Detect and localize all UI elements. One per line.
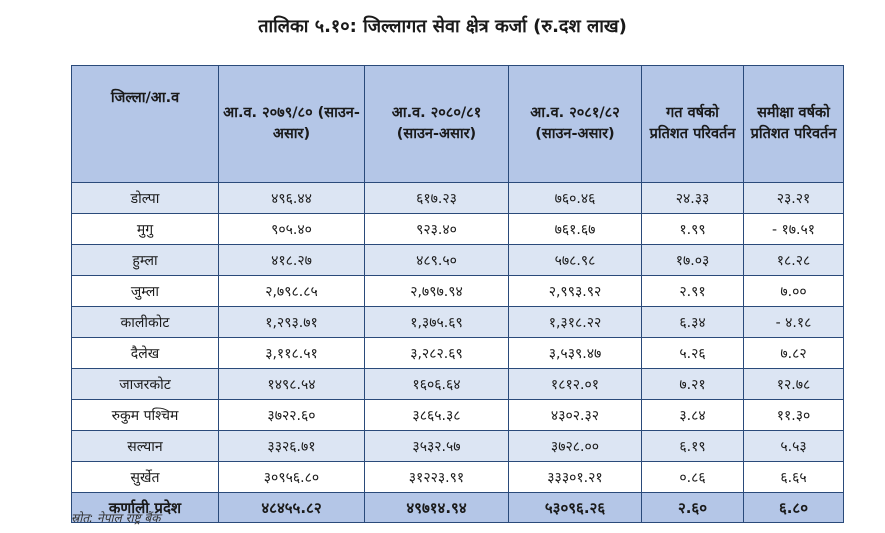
value-fy-2080-81: २,७९७.९४ [365,276,509,307]
prev-year-change: २.९१ [642,276,744,307]
value-fy-2079-80: ४९६.४४ [219,183,365,214]
header-fy-2081-82: आ.व. २०८१/८२ (साउन-असार) [509,66,642,183]
header-fy-2079-80: आ.व. २०७९/८० (साउन-असार) [219,66,365,183]
prev-year-change: १७.०३ [642,245,744,276]
total-fy-2079-80: ४८४५५.८२ [219,493,365,523]
prev-year-change: ७.२१ [642,369,744,400]
review-year-change: २३.२१ [744,183,844,214]
value-fy-2081-82: ३७२८.०० [509,431,642,462]
review-year-change: - १७.५१ [744,214,844,245]
table-row [72,183,844,214]
header-review-year-change: समीक्षा वर्षको प्रतिशत परिवर्तन [744,66,844,183]
source-note: स्रोत: नेपाल राष्ट्र बैंक [71,511,161,525]
value-fy-2080-81: ३५३२.५७ [365,431,509,462]
prev-year-change: ०.८६ [642,462,744,493]
district-name: मुगु [72,214,219,245]
review-year-change: ६.६५ [744,462,844,493]
table-row [72,307,844,338]
review-year-change: ५.५३ [744,431,844,462]
prev-year-change: २४.३३ [642,183,744,214]
value-fy-2080-81: ६१७.२३ [365,183,509,214]
district-name: रुकुम पश्चिम [72,400,219,431]
value-fy-2079-80: ४१८.२७ [219,245,365,276]
value-fy-2080-81: १६०६.६४ [365,369,509,400]
table-row [72,338,844,369]
district-name: दैलेख [72,338,219,369]
value-fy-2079-80: ३०९५६.८० [219,462,365,493]
total-review-year-change: ६.८० [744,493,844,523]
prev-year-change: १.९९ [642,214,744,245]
total-row [72,493,844,523]
table-row [72,400,844,431]
value-fy-2080-81: ९२३.४० [365,214,509,245]
value-fy-2080-81: ४८९.५० [365,245,509,276]
district-name: डोल्पा [72,183,219,214]
value-fy-2079-80: १४९८.५४ [219,369,365,400]
district-credit-table [71,65,844,523]
district-name: जुम्ला [72,276,219,307]
value-fy-2079-80: ३,११८.५१ [219,338,365,369]
review-year-change: १८.२८ [744,245,844,276]
value-fy-2080-81: ३१२२३.९१ [365,462,509,493]
value-fy-2081-82: ५७८.९८ [509,245,642,276]
district-name: सल्यान [72,431,219,462]
table-row [72,369,844,400]
header-prev-year-change: गत वर्षको प्रतिशत परिवर्तन [642,66,744,183]
prev-year-change: ६.१९ [642,431,744,462]
value-fy-2081-82: १८१२.०१ [509,369,642,400]
value-fy-2080-81: ३८६५.३८ [365,400,509,431]
prev-year-change: ६.३४ [642,307,744,338]
total-fy-2081-82: ५३०९६.२६ [509,493,642,523]
header-row [72,66,844,183]
total-fy-2080-81: ४९७१४.९४ [365,493,509,523]
value-fy-2081-82: ३,५३९.४७ [509,338,642,369]
value-fy-2081-82: १,३१८.२२ [509,307,642,338]
prev-year-change: ३.८४ [642,400,744,431]
district-name: कालीकोट [72,307,219,338]
table-row [72,245,844,276]
table-row [72,276,844,307]
header-fy-2080-81: आ.व. २०८०/८१ (साउन-असार) [365,66,509,183]
prev-year-change: ५.२६ [642,338,744,369]
value-fy-2081-82: ७६०.४६ [509,183,642,214]
total-label: कर्णाली प्रदेश [72,493,219,523]
value-fy-2079-80: ३३२६.७१ [219,431,365,462]
header-district: जिल्ला/आ.व [72,66,219,183]
review-year-change: ७.०० [744,276,844,307]
review-year-change: - ४.१८ [744,307,844,338]
value-fy-2080-81: ३,२८२.६९ [365,338,509,369]
table-row [72,431,844,462]
review-year-change: १२.७८ [744,369,844,400]
value-fy-2079-80: १,२९३.७१ [219,307,365,338]
table-title: तालिका ५.१०: जिल्लागत सेवा क्षेत्र कर्जा (रु.दश लाख) [258,16,627,37]
district-name: सुर्खेत [72,462,219,493]
table-row [72,214,844,245]
table-row [72,462,844,493]
value-fy-2079-80: ३७२२.६० [219,400,365,431]
district-name: जाजरकोट [72,369,219,400]
value-fy-2080-81: १,३७५.६९ [365,307,509,338]
total-prev-year-change: २.६० [642,493,744,523]
value-fy-2081-82: २,९९३.९२ [509,276,642,307]
value-fy-2079-80: ९०५.४० [219,214,365,245]
review-year-change: ११.३० [744,400,844,431]
district-name: हुम्ला [72,245,219,276]
value-fy-2079-80: २,७९८.८५ [219,276,365,307]
value-fy-2081-82: ४३०२.३२ [509,400,642,431]
value-fy-2081-82: ३३३०१.२१ [509,462,642,493]
review-year-change: ७.८२ [744,338,844,369]
value-fy-2081-82: ७६१.६७ [509,214,642,245]
